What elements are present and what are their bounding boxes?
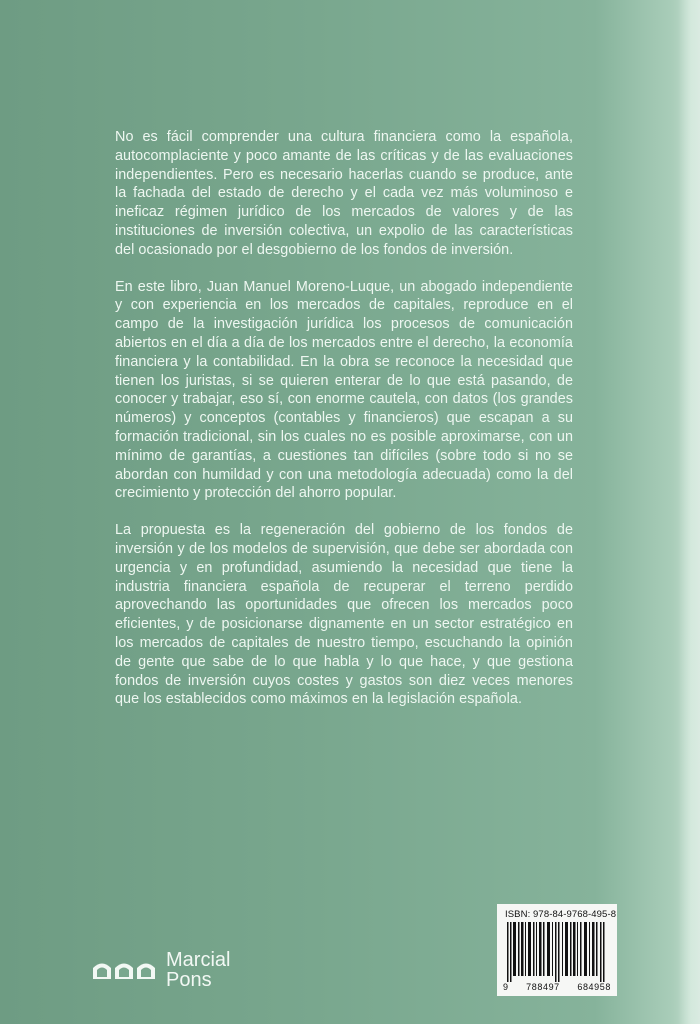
- publisher-name: [166, 950, 230, 990]
- publisher-name-line2: Pons: [166, 969, 212, 991]
- blurb-paragraph-1: No es fácil comprender una cultura financiera como la española, autocomplaciente y poco amante de las críticas y de las evaluaciones independientes. Pero es necesario hacerlas cuando se produce, ante la fachada del estado de derecho y el cada vez más voluminoso e ineficaz régimen jurídico de los mercados de valores y de las instituciones de inversión colectiva, un expolio de las características del ocasionado por el desgobierno de los fondos de inversión.: [115, 129, 573, 258]
- barcode-digits-right: 684958: [577, 982, 611, 992]
- isbn-barcode: [497, 904, 617, 996]
- barcode-digits-left: 788497: [526, 982, 560, 992]
- blurb-paragraph-3: La propuesta es la regeneración del gobierno de los fondos de inversión y de los modelos de supervisión, que debe ser abordada con urgencia y en profundidad, asumiendo la necesidad que tiene la industria financiera española de recuperar el terreno perdido aprovechando las oportunidades que ofrecen los mercados poco eficientes, y de posicionarse dignamente en un sector estratégico en los mercados de capitales de nuestro tiempo, escuchando la opinión de gente que sabe de lo que habla y lo que hace, y que gestiona fondos de inversión cuyos costes y gastos son diez veces menores que los establecidos como máximos en la legislación española.: [115, 522, 573, 708]
- barcode-digits: [503, 982, 611, 992]
- barcode-bars: [503, 922, 611, 982]
- barcode-digit-lead: 9: [503, 982, 509, 992]
- blurb-paragraph-2: En este libro, Juan Manuel Moreno-Luque, un abogado independiente y con experiencia en los mercados de capitales, reproduce en el campo de la investigación jurídica los procesos de comunicación abiertos en el día a día de los mercados entre el derecho, la economía financiera y la contabilidad. En la obra se reconoce la necesidad que tienen los juristas, si se quieren enterar de lo que está pasando, de conocer y trabajar, eso sí, con enorme cautela, con datos (los grandes números) y conceptos (contables y financieros) que escapan a su formación tradicional, sin los cuales no es posible aproximarse, con un mínimo de garantías, a cuestiones tan difíciles (sobre todo si no se abordan con humildad y con una metodología adecuada) como la del crecimiento y protección del ahorro popular.: [115, 278, 573, 502]
- publisher-emblem-icon: [92, 960, 158, 980]
- isbn-label: ISBN: 978-84-9768-495-8: [505, 909, 617, 920]
- blurb: [115, 128, 573, 709]
- publisher-logo: [92, 950, 230, 990]
- book-edge-highlight: [678, 0, 700, 1024]
- publisher-name-line1: Marcial: [166, 949, 231, 971]
